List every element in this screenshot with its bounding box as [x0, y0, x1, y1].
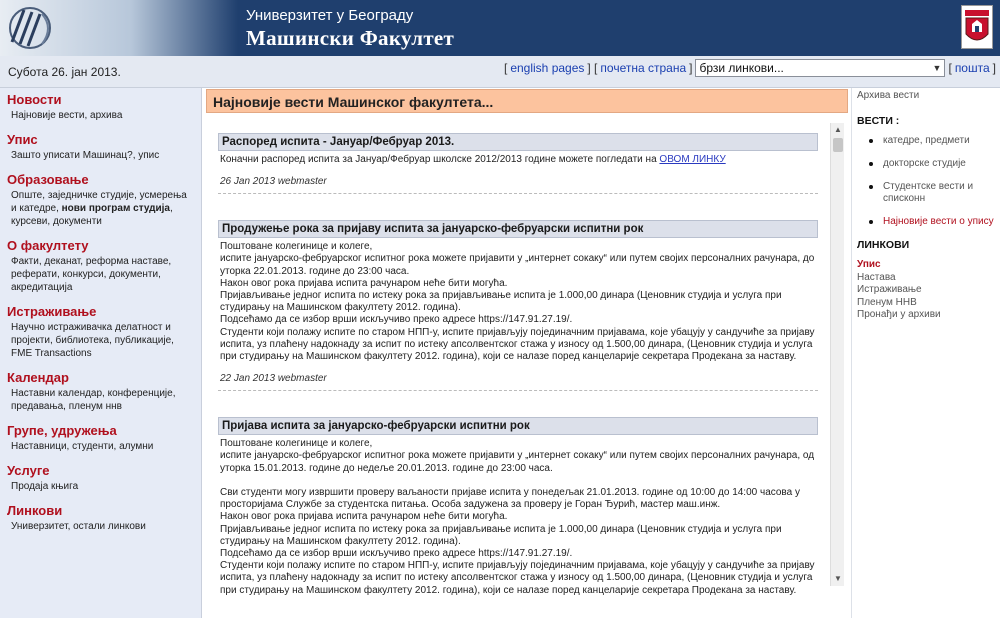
sidebar-links: [7, 387, 194, 413]
sidebar-link[interactable]: усмерења и катедре,: [11, 190, 187, 214]
faculty-title: Машински Факултет: [246, 26, 455, 50]
article-body: [218, 151, 818, 166]
sidebar-link[interactable]: FME Transactions: [11, 348, 92, 359]
sidebar-heading[interactable]: Групе, удружења: [7, 423, 117, 438]
logo-icon: [2, 2, 62, 54]
sidebar-link[interactable]: акредитација: [11, 282, 73, 293]
news-list: [218, 123, 818, 597]
news-heading: ВЕСТИ :: [857, 115, 900, 127]
quick-links-select[interactable]: [695, 59, 945, 77]
divider: [218, 193, 818, 194]
news-category-list: [857, 135, 995, 228]
sidebar-link[interactable]: Опште,: [11, 190, 46, 201]
divider: [218, 390, 818, 391]
news-article: [218, 220, 818, 391]
sidebar-link[interactable]: деканат,: [44, 256, 84, 267]
sidebar-links: [7, 109, 194, 122]
page-title: Најновије вести Машинског факултета...: [206, 89, 848, 113]
sidebar-link[interactable]: конференције,: [107, 388, 176, 399]
university-crest-icon[interactable]: [961, 5, 993, 49]
sidebar-links: [7, 480, 194, 493]
sidebar-section-services: [7, 463, 194, 493]
sidebar-heading[interactable]: О факултету: [7, 238, 89, 253]
sidebar-link[interactable]: документи: [52, 216, 102, 227]
scroll-up-icon[interactable]: ▲: [834, 125, 842, 134]
bracket: [: [948, 61, 952, 75]
right-link-active[interactable]: Упис: [857, 259, 881, 270]
article-link[interactable]: ОВОМ ЛИНКУ: [659, 154, 726, 165]
sidebar-section-groups: [7, 423, 194, 453]
sidebar-links: [7, 520, 194, 533]
sidebar-link[interactable]: Продаја књига: [11, 481, 79, 492]
right-sidebar: [851, 88, 1000, 618]
sidebar-section-news: [7, 92, 194, 122]
sidebar-link[interactable]: публикације,: [114, 335, 174, 346]
sidebar-link[interactable]: курсеви,: [11, 216, 51, 227]
sidebar-link[interactable]: Наставници,: [11, 441, 70, 452]
article-title: Продужење рока за пријаву испита за јануарско-фебруарски испитни рок: [218, 220, 818, 238]
news-archive-link[interactable]: Архива вести: [857, 90, 920, 101]
right-link[interactable]: Пленум ННВ: [857, 296, 917, 308]
article-meta: 22 Jan 2013 webmaster: [220, 373, 327, 385]
article-body: Поштоване колегинице и колеге, испите јануарско-фебруарског испитног рока можете пријавити у „интернет сокаку“ или путем својих персоналних рачунара, до уторка 22.01.2013. године до 23:00 часа. Након овог рока пријава испита рачунаром неће бити могућа. Пријављивање једног испита по истеку рока за пријављивање испита је 1.000,00 динара (Ценовник студија и услуга при студирању на Машинском факултету 2012. година). Подсећамо да се избор врши искључиво преко адресе https://147.91.27.19/. Студенти који полажу испите по старом НПП-у, испите пријављују појединачним пријавама, које убацују у сандучиће за пријаву испита, уз плаћену надокнаду за испит по истеку апсолвентског стажа у износу од 1.500,00 динара, (Ценовник студија и услуга при студирању на Машинском факултету 2012. година), који се налазе поред канцеларије секретара Продекана за наставу.: [220, 241, 815, 363]
sidebar-links: [7, 255, 194, 294]
sidebar-link-bold[interactable]: нови програм студија: [61, 203, 170, 214]
article-meta: 26 Jan 2013 webmaster: [220, 176, 327, 188]
sidebar-heading[interactable]: Новости: [7, 92, 62, 107]
sidebar-link[interactable]: конкурси,: [62, 269, 107, 280]
sidebar-link[interactable]: реферати,: [11, 269, 60, 280]
sidebar-link[interactable]: реформа наставе,: [85, 256, 172, 267]
news-category-item[interactable]: катедре, предмети: [883, 135, 995, 147]
sidebar-link[interactable]: пленум ннв: [68, 401, 122, 412]
sidebar-link[interactable]: предавања,: [11, 401, 66, 412]
sidebar-link[interactable]: Зашто уписати Машинац?,: [11, 150, 136, 161]
news-category-item[interactable]: докторске студије: [883, 158, 995, 170]
sidebar-heading[interactable]: Услуге: [7, 463, 50, 478]
top-links: [504, 59, 996, 77]
chevron-down-icon: ▼: [932, 63, 942, 73]
news-article: [218, 417, 818, 597]
sidebar-link[interactable]: остали линкови: [73, 521, 146, 532]
sidebar-link[interactable]: Универзитет,: [11, 521, 71, 532]
bracket: [: [503, 61, 508, 75]
bracket: ]: [992, 61, 996, 75]
mail-link[interactable]: пошта: [954, 61, 990, 75]
sidebar-links: [7, 189, 194, 228]
sidebar-link[interactable]: документи,: [109, 269, 161, 280]
article-title: Пријава испита за јануарско-фебруарски испитни рок: [218, 417, 818, 435]
news-article: [218, 133, 818, 194]
sidebar-link[interactable]: Научно истраживачка делатност и пројекти,: [11, 322, 171, 346]
home-page-link[interactable]: почетна страна: [600, 61, 687, 75]
scroll-thumb[interactable]: [833, 138, 843, 152]
sidebar-section-enrollment: [7, 132, 194, 162]
right-link[interactable]: Настава: [857, 271, 896, 283]
left-sidebar: [0, 88, 202, 618]
sidebar-section-calendar: [7, 370, 194, 413]
sidebar-links: [7, 149, 194, 162]
sidebar-heading[interactable]: Истраживање: [7, 304, 97, 319]
separator: ,: [170, 203, 173, 214]
sidebar-link[interactable]: алумни: [119, 441, 154, 452]
bracket: ]: [689, 61, 693, 75]
right-link[interactable]: Пронађи у архиви: [857, 309, 941, 320]
sidebar-heading[interactable]: Образовање: [7, 172, 89, 187]
current-date: Субота 26. јан 2013.: [8, 65, 121, 79]
quick-links-value: брзи линкови...: [699, 61, 784, 75]
university-title: Универзитет у Београду: [246, 7, 414, 24]
sidebar-section-education: [7, 172, 194, 228]
scroll-down-icon[interactable]: ▼: [834, 574, 842, 583]
article-title: Распоред испита - Јануар/Фебруар 2013.: [218, 133, 818, 151]
news-frame[interactable]: [210, 123, 846, 596]
sidebar-heading[interactable]: Календар: [7, 370, 69, 385]
sidebar-section-links: [7, 503, 194, 533]
sidebar-link[interactable]: заједничке студије,: [47, 190, 137, 201]
article-text: Коначни распоред испита за Јануар/Фебруар школске 2012/2013 године можете погледати на: [220, 154, 657, 165]
main-content: [206, 89, 848, 618]
sidebar-link[interactable]: Најновије вести,: [11, 110, 88, 121]
news-scrollbar[interactable]: [830, 123, 844, 586]
sidebar-heading[interactable]: Упис: [7, 132, 38, 147]
site-header: [0, 0, 1000, 56]
sidebar-links: [7, 321, 194, 360]
sidebar-section-about: [7, 238, 194, 294]
links-heading: ЛИНКОВИ: [857, 239, 910, 251]
faculty-logo[interactable]: [0, 0, 238, 56]
bracket: ] [: [587, 61, 598, 75]
date-bar: [0, 56, 1000, 88]
sidebar-links: [7, 440, 194, 453]
sidebar-link[interactable]: Факти,: [11, 256, 42, 267]
sidebar-heading[interactable]: Линкови: [7, 503, 63, 518]
sidebar-link[interactable]: студенти,: [72, 441, 117, 452]
sidebar-link[interactable]: библиотека,: [55, 335, 112, 346]
news-category-item[interactable]: Студентске вести и списконн: [883, 181, 995, 205]
right-link[interactable]: Истраживање: [857, 284, 922, 295]
right-links-list: [857, 259, 995, 322]
english-pages-link[interactable]: english pages: [510, 61, 585, 75]
article-body: Поштоване колегинице и колеге, испите јануарско-фебруарског испитног рока можете пријавити у „интернет сокаку“ или путем својих персоналних рачунара, од уторка 15.01.2013. године до недеље 20.01.2013. године до 23:00 часа. Сви студенти могу извршити проверу ваљаности пријаве испита у понедељак 21.01.2013. године од 10:00 до 14:00 часова у просторијама Службе за студентска питања. Особа задужена за проверу је Горан Ђурић, мастер маш.инж. Након овог рока пријава испита рачунаром неће бити могућа. Пријављивање једног испита по истеку рока за пријављивање испита је 1.000,00 динара (Ценовник студија и услуга при студирању на Машинском факултету 2012. година). Подсећамо да се избор врши искључиво преко адресе https://147.91.27.19/. Студенти који полажу испите по старом НПП-у, испите пријављују појединачним пријавама, које убацују у сандучиће за пријаву испита, уз плаћену надокнаду за испит по истеку апсолвентског стажа у износу од 1.500,00 динара, (Ценовник студија и услуга при студирању на Машинском факултету 2012. година), који се налазе поред канцеларије секретара Продекана за наставу.: [220, 438, 815, 596]
sidebar-link[interactable]: Наставни календар,: [11, 388, 105, 399]
sidebar-section-research: [7, 304, 194, 360]
sidebar-link[interactable]: архива: [90, 110, 123, 121]
sidebar-link[interactable]: упис: [138, 150, 160, 161]
news-category-item-active[interactable]: Најновије вести о упису: [883, 216, 994, 227]
